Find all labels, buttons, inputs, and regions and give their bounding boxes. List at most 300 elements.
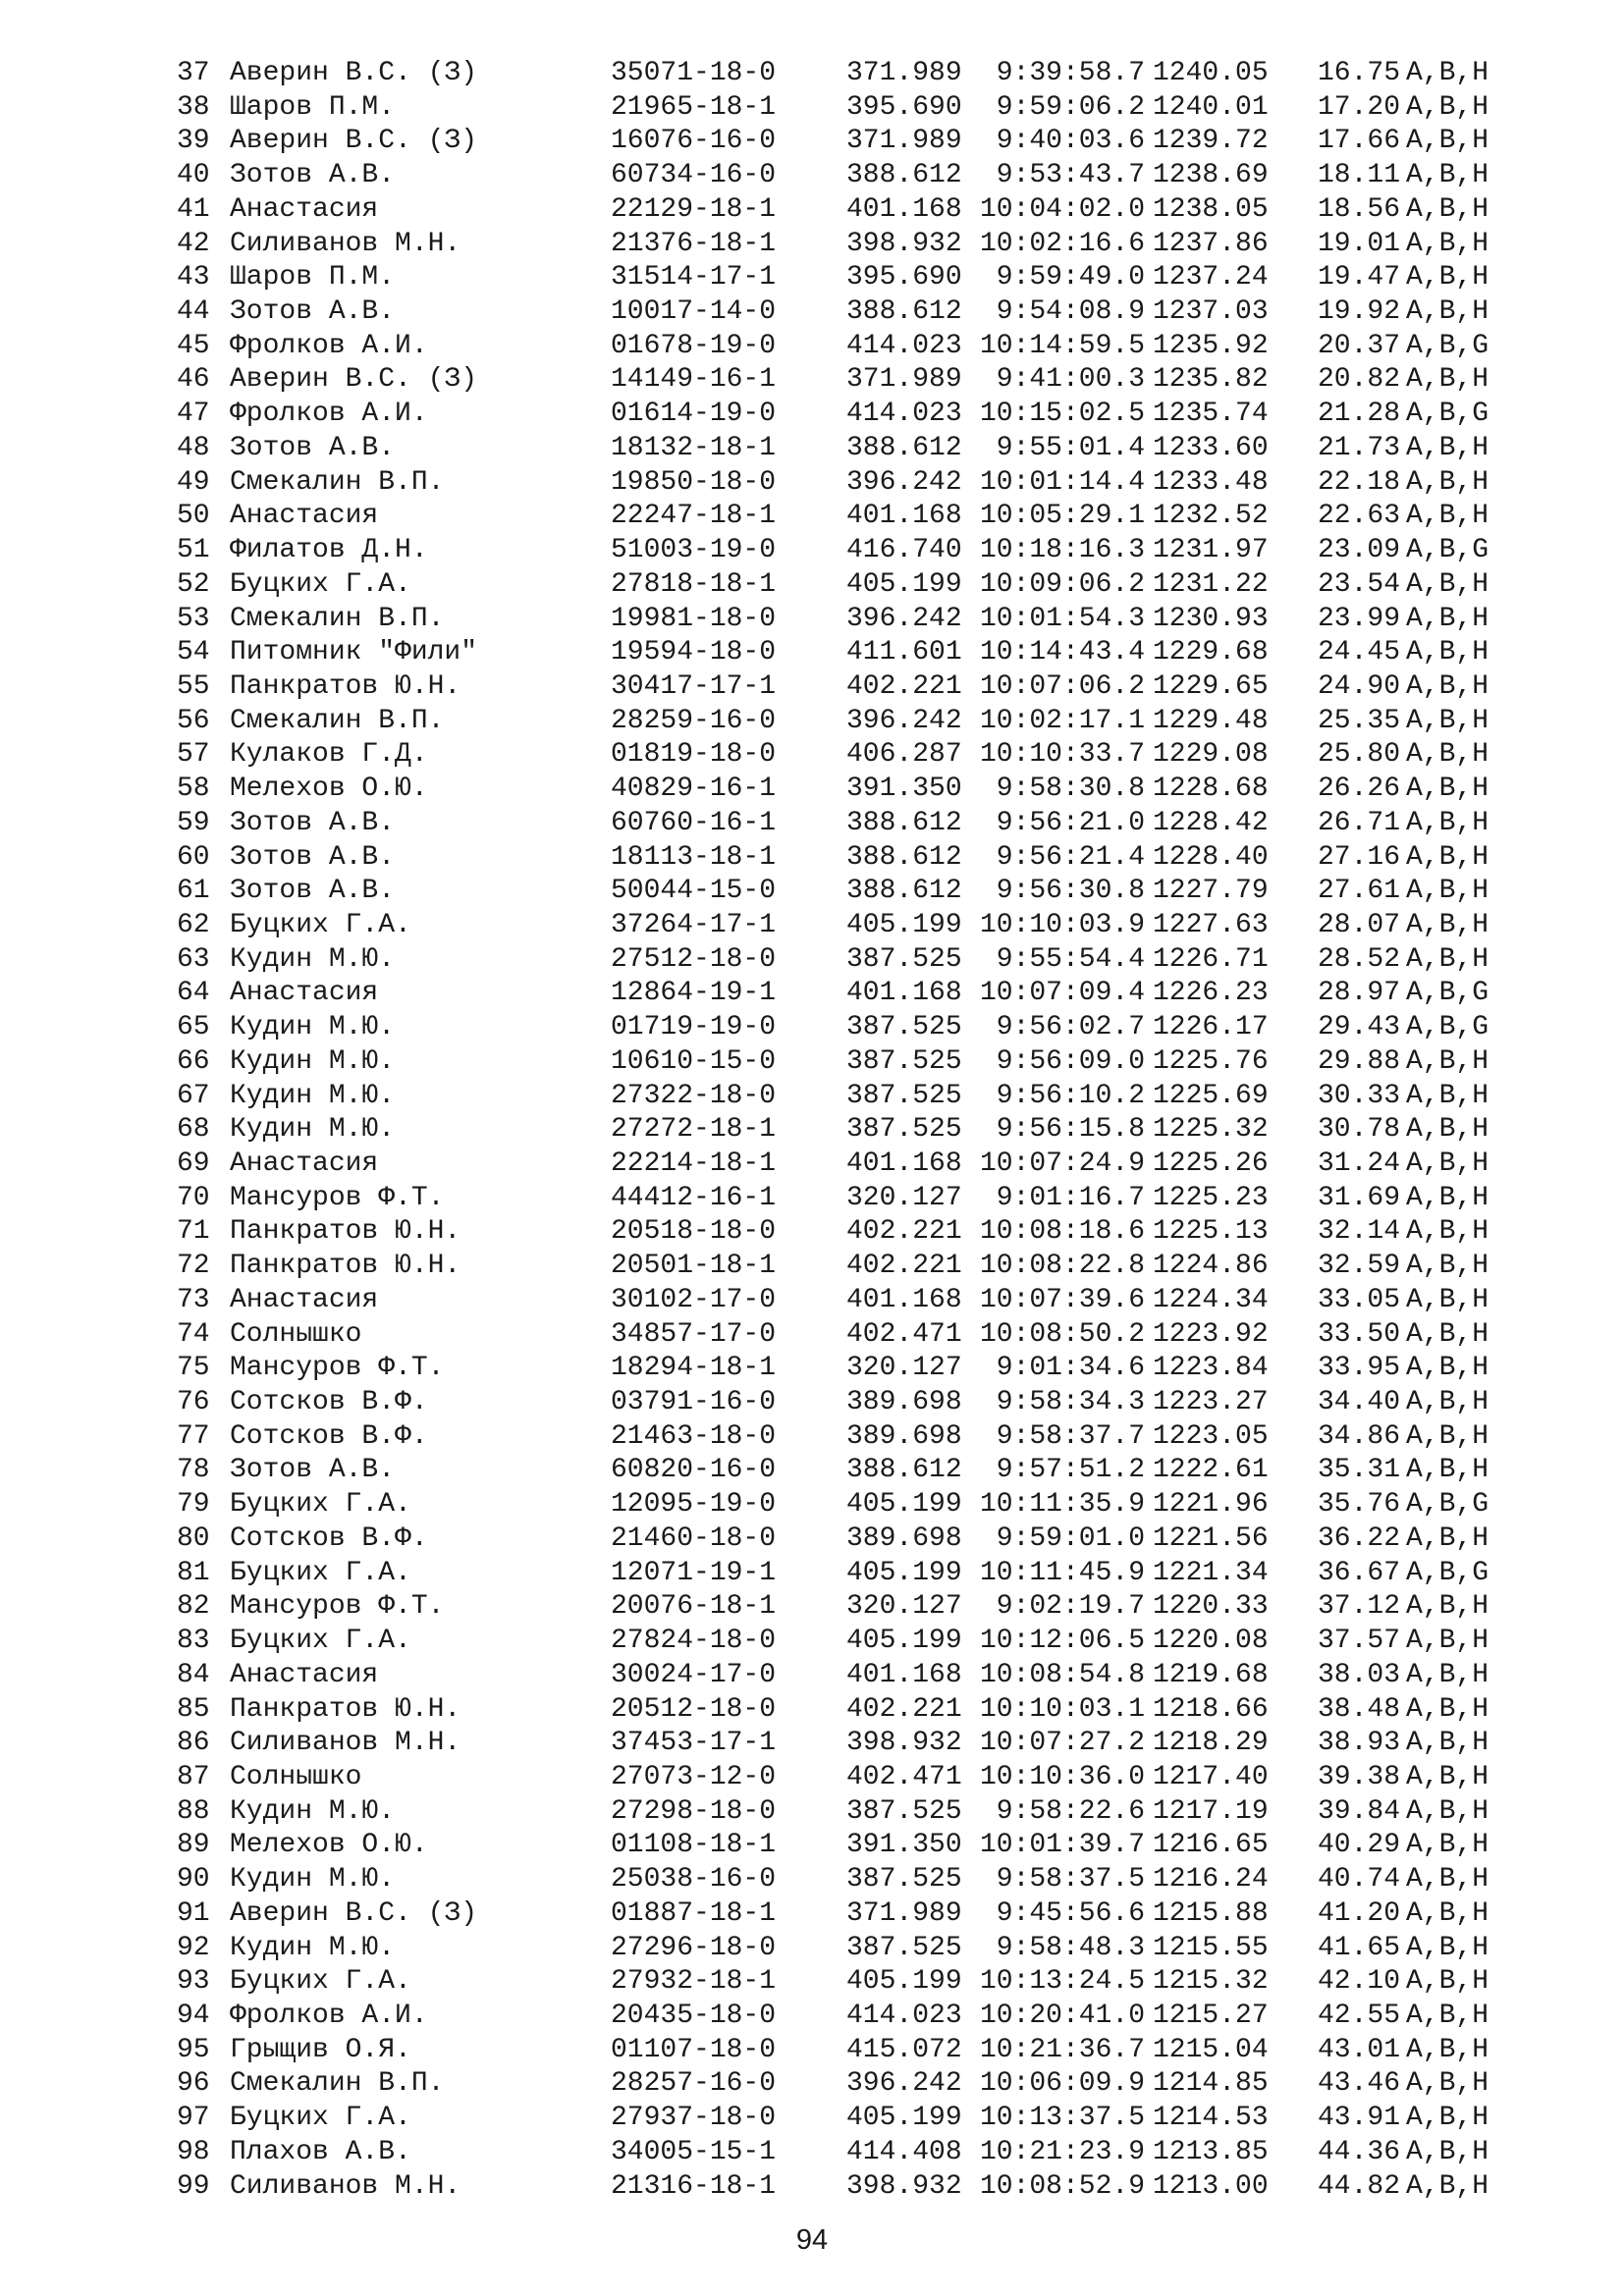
- table-row: [177, 2000, 1534, 2034]
- owner-name-cell: Панкратов Ю.Н.: [230, 1251, 461, 1282]
- distance-cell: 405.199: [846, 568, 962, 600]
- table-row: [177, 1080, 1534, 1114]
- points-cell: 24.90: [1318, 670, 1401, 702]
- category-cell: A,B,G: [1406, 1557, 1489, 1588]
- ring-number-cell: 21376-18-1: [611, 228, 777, 259]
- table-row: [177, 1625, 1534, 1659]
- arrival-time-cell: 9:40:03.6: [996, 126, 1145, 157]
- points-cell: 24.45: [1318, 637, 1401, 668]
- distance-cell: 396.242: [846, 2068, 962, 2100]
- points-cell: 38.93: [1318, 1728, 1401, 1759]
- table-row: [177, 1250, 1534, 1284]
- arrival-time-cell: 10:21:23.9: [979, 2136, 1145, 2167]
- category-cell: A,B,H: [1406, 603, 1489, 634]
- category-cell: A,B,H: [1406, 705, 1489, 736]
- category-cell: A,B,H: [1406, 876, 1489, 907]
- speed-cell: 1213.85: [1153, 2136, 1269, 2167]
- category-cell: A,B,H: [1406, 126, 1489, 157]
- owner-name-cell: Буцких Г.А.: [230, 1489, 411, 1521]
- arrival-time-cell: 9:56:21.0: [996, 807, 1145, 838]
- points-cell: 31.69: [1318, 1182, 1401, 1213]
- place-number-cell: 89: [177, 1830, 210, 1861]
- points-cell: 28.07: [1318, 909, 1401, 940]
- ring-number-cell: 22129-18-1: [611, 193, 777, 225]
- category-cell: A,B,G: [1406, 1012, 1489, 1043]
- arrival-time-cell: 10:01:14.4: [979, 466, 1145, 498]
- distance-cell: 401.168: [846, 1284, 962, 1315]
- owner-name-cell: Кудин М.Ю.: [230, 1932, 396, 1963]
- points-cell: 42.55: [1318, 2000, 1401, 2031]
- speed-cell: 1235.74: [1153, 399, 1269, 430]
- ring-number-cell: 37264-17-1: [611, 909, 777, 940]
- table-row: [177, 568, 1534, 603]
- points-cell: 43.01: [1318, 2034, 1401, 2065]
- speed-cell: 1231.22: [1153, 568, 1269, 600]
- category-cell: A,B,H: [1406, 774, 1489, 805]
- ring-number-cell: 01887-18-1: [611, 1897, 777, 1929]
- arrival-time-cell: 10:11:45.9: [979, 1557, 1145, 1588]
- arrival-time-cell: 9:58:37.5: [996, 1864, 1145, 1896]
- ring-number-cell: 27932-18-1: [611, 1966, 777, 1998]
- table-row: [177, 330, 1534, 364]
- speed-cell: 1230.93: [1153, 603, 1269, 634]
- place-number-cell: 48: [177, 432, 210, 463]
- page-number: 94: [795, 2224, 829, 2256]
- ring-number-cell: 27272-18-1: [611, 1114, 777, 1146]
- table-row: [177, 2102, 1534, 2136]
- ring-number-cell: 10610-15-0: [611, 1045, 777, 1077]
- speed-cell: 1219.68: [1153, 1659, 1269, 1690]
- table-row: [177, 1420, 1534, 1455]
- distance-cell: 371.989: [846, 126, 962, 157]
- speed-cell: 1238.05: [1153, 193, 1269, 225]
- ring-number-cell: 20518-18-0: [611, 1216, 777, 1248]
- place-number-cell: 68: [177, 1114, 210, 1146]
- points-cell: 28.97: [1318, 978, 1401, 1009]
- arrival-time-cell: 10:02:17.1: [979, 705, 1145, 736]
- table-row: [177, 125, 1534, 159]
- table-row: [177, 603, 1534, 637]
- table-row: [177, 1795, 1534, 1830]
- table-row: [177, 432, 1534, 466]
- ring-number-cell: 12095-19-0: [611, 1489, 777, 1521]
- points-cell: 16.75: [1318, 58, 1401, 88]
- arrival-time-cell: 10:08:18.6: [979, 1216, 1145, 1248]
- ring-number-cell: 34005-15-1: [611, 2136, 777, 2167]
- table-row: [177, 363, 1534, 398]
- category-cell: A,B,H: [1406, 296, 1489, 328]
- category-cell: A,B,G: [1406, 399, 1489, 430]
- arrival-time-cell: 9:56:15.8: [996, 1114, 1145, 1146]
- arrival-time-cell: 9:55:54.4: [996, 943, 1145, 975]
- points-cell: 39.38: [1318, 1761, 1401, 1792]
- ring-number-cell: 27937-18-0: [611, 2103, 777, 2134]
- ring-number-cell: 27296-18-0: [611, 1932, 777, 1963]
- points-cell: 38.48: [1318, 1693, 1401, 1725]
- owner-name-cell: Мелехов О.Ю.: [230, 1830, 428, 1861]
- place-number-cell: 53: [177, 603, 210, 634]
- distance-cell: 416.740: [846, 535, 962, 566]
- distance-cell: 320.127: [846, 1182, 962, 1213]
- speed-cell: 1231.97: [1153, 535, 1269, 566]
- ring-number-cell: 40829-16-1: [611, 774, 777, 805]
- ring-number-cell: 10017-14-0: [611, 296, 777, 328]
- speed-cell: 1228.68: [1153, 774, 1269, 805]
- place-number-cell: 81: [177, 1557, 210, 1588]
- points-cell: 19.01: [1318, 228, 1401, 259]
- ring-number-cell: 21965-18-1: [611, 91, 777, 123]
- ring-number-cell: 27073-12-0: [611, 1761, 777, 1792]
- arrival-time-cell: 10:12:06.5: [979, 1626, 1145, 1657]
- table-row: [177, 636, 1534, 670]
- speed-cell: 1238.69: [1153, 160, 1269, 191]
- speed-cell: 1239.72: [1153, 126, 1269, 157]
- place-number-cell: 46: [177, 364, 210, 396]
- ring-number-cell: 60734-16-0: [611, 160, 777, 191]
- owner-name-cell: Мансуров Ф.Т.: [230, 1182, 445, 1213]
- points-cell: 41.20: [1318, 1897, 1401, 1929]
- distance-cell: 414.023: [846, 399, 962, 430]
- points-cell: 17.20: [1318, 91, 1401, 123]
- table-row: [177, 1011, 1534, 1045]
- table-row: [177, 1148, 1534, 1182]
- owner-name-cell: Силиванов М.Н.: [230, 1728, 461, 1759]
- points-cell: 30.33: [1318, 1080, 1401, 1111]
- category-cell: A,B,H: [1406, 1626, 1489, 1657]
- table-row: [177, 2170, 1534, 2205]
- speed-cell: 1214.53: [1153, 2103, 1269, 2134]
- place-number-cell: 60: [177, 841, 210, 873]
- ring-number-cell: 30102-17-0: [611, 1284, 777, 1315]
- points-cell: 35.76: [1318, 1489, 1401, 1521]
- table-row: [177, 57, 1534, 91]
- place-number-cell: 82: [177, 1591, 210, 1623]
- speed-cell: 1217.40: [1153, 1761, 1269, 1792]
- ring-number-cell: 19594-18-0: [611, 637, 777, 668]
- points-cell: 33.50: [1318, 1318, 1401, 1350]
- ring-number-cell: 44412-16-1: [611, 1182, 777, 1213]
- owner-name-cell: Буцких Г.А.: [230, 2103, 411, 2134]
- category-cell: A,B,H: [1406, 1387, 1489, 1418]
- speed-cell: 1229.48: [1153, 705, 1269, 736]
- arrival-time-cell: 10:05:29.1: [979, 501, 1145, 532]
- table-row: [177, 1727, 1534, 1761]
- points-cell: 44.36: [1318, 2136, 1401, 2167]
- place-number-cell: 44: [177, 296, 210, 328]
- speed-cell: 1225.69: [1153, 1080, 1269, 1111]
- ring-number-cell: 27818-18-1: [611, 568, 777, 600]
- place-number-cell: 38: [177, 91, 210, 123]
- category-cell: A,B,H: [1406, 2034, 1489, 2065]
- place-number-cell: 94: [177, 2000, 210, 2031]
- speed-cell: 1223.05: [1153, 1420, 1269, 1452]
- table-row: [177, 1454, 1534, 1488]
- owner-name-cell: Кудин М.Ю.: [230, 1012, 396, 1043]
- distance-cell: 402.221: [846, 1216, 962, 1248]
- place-number-cell: 98: [177, 2136, 210, 2167]
- speed-cell: 1222.61: [1153, 1455, 1269, 1486]
- place-number-cell: 42: [177, 228, 210, 259]
- owner-name-cell: Зотов А.В.: [230, 841, 396, 873]
- distance-cell: 414.023: [846, 2000, 962, 2031]
- category-cell: A,B,H: [1406, 2136, 1489, 2167]
- points-cell: 25.35: [1318, 705, 1401, 736]
- category-cell: A,B,H: [1406, 1284, 1489, 1315]
- arrival-time-cell: 10:18:16.3: [979, 535, 1145, 566]
- place-number-cell: 41: [177, 193, 210, 225]
- speed-cell: 1235.92: [1153, 330, 1269, 361]
- speed-cell: 1237.03: [1153, 296, 1269, 328]
- table-row: [177, 295, 1534, 330]
- arrival-time-cell: 10:06:09.9: [979, 2068, 1145, 2100]
- points-cell: 27.61: [1318, 876, 1401, 907]
- arrival-time-cell: 9:58:34.3: [996, 1387, 1145, 1418]
- table-row: [177, 1761, 1534, 1795]
- points-cell: 18.56: [1318, 193, 1401, 225]
- place-number-cell: 45: [177, 330, 210, 361]
- table-row: [177, 875, 1534, 909]
- ring-number-cell: 60820-16-0: [611, 1455, 777, 1486]
- owner-name-cell: Шаров П.М.: [230, 262, 396, 294]
- distance-cell: 387.525: [846, 1795, 962, 1827]
- arrival-time-cell: 9:01:16.7: [996, 1182, 1145, 1213]
- category-cell: A,B,H: [1406, 1761, 1489, 1792]
- place-number-cell: 39: [177, 126, 210, 157]
- owner-name-cell: Буцких Г.А.: [230, 1966, 411, 1998]
- speed-cell: 1215.55: [1153, 1932, 1269, 1963]
- speed-cell: 1229.65: [1153, 670, 1269, 702]
- owner-name-cell: Солнышко: [230, 1318, 362, 1350]
- distance-cell: 405.199: [846, 1489, 962, 1521]
- category-cell: A,B,H: [1406, 1148, 1489, 1179]
- place-number-cell: 37: [177, 58, 210, 88]
- place-number-cell: 76: [177, 1387, 210, 1418]
- distance-cell: 401.168: [846, 1148, 962, 1179]
- table-row: [177, 1863, 1534, 1897]
- category-cell: A,B,H: [1406, 58, 1489, 88]
- distance-cell: 405.199: [846, 1626, 962, 1657]
- distance-cell: 405.199: [846, 2103, 962, 2134]
- place-number-cell: 55: [177, 670, 210, 702]
- points-cell: 25.80: [1318, 739, 1401, 771]
- category-cell: A,B,H: [1406, 568, 1489, 600]
- points-cell: 40.74: [1318, 1864, 1401, 1896]
- ring-number-cell: 31514-17-1: [611, 262, 777, 294]
- arrival-time-cell: 10:07:24.9: [979, 1148, 1145, 1179]
- arrival-time-cell: 9:59:06.2: [996, 91, 1145, 123]
- arrival-time-cell: 9:57:51.2: [996, 1455, 1145, 1486]
- arrival-time-cell: 10:14:59.5: [979, 330, 1145, 361]
- category-cell: A,B,H: [1406, 943, 1489, 975]
- owner-name-cell: Смекалин В.П.: [230, 2068, 445, 2100]
- points-cell: 29.43: [1318, 1012, 1401, 1043]
- distance-cell: 401.168: [846, 978, 962, 1009]
- place-number-cell: 93: [177, 1966, 210, 1998]
- owner-name-cell: Кудин М.Ю.: [230, 1864, 396, 1896]
- place-number-cell: 57: [177, 739, 210, 771]
- table-row: [177, 841, 1534, 876]
- speed-cell: 1225.13: [1153, 1216, 1269, 1248]
- category-cell: A,B,H: [1406, 1420, 1489, 1452]
- owner-name-cell: Филатов Д.Н.: [230, 535, 428, 566]
- owner-name-cell: Сотсков В.Ф.: [230, 1387, 428, 1418]
- table-row: [177, 398, 1534, 432]
- ring-number-cell: 16076-16-0: [611, 126, 777, 157]
- category-cell: A,B,H: [1406, 1114, 1489, 1146]
- arrival-time-cell: 10:15:02.5: [979, 399, 1145, 430]
- place-number-cell: 85: [177, 1693, 210, 1725]
- category-cell: A,B,H: [1406, 807, 1489, 838]
- place-number-cell: 59: [177, 807, 210, 838]
- speed-cell: 1226.71: [1153, 943, 1269, 975]
- table-row: [177, 1522, 1534, 1557]
- table-row: [177, 2067, 1534, 2102]
- points-cell: 36.67: [1318, 1557, 1401, 1588]
- owner-name-cell: Зотов А.В.: [230, 876, 396, 907]
- owner-name-cell: Зотов А.В.: [230, 807, 396, 838]
- owner-name-cell: Кудин М.Ю.: [230, 943, 396, 975]
- place-number-cell: 80: [177, 1522, 210, 1554]
- points-cell: 26.26: [1318, 774, 1401, 805]
- place-number-cell: 73: [177, 1284, 210, 1315]
- speed-cell: 1225.76: [1153, 1045, 1269, 1077]
- points-cell: 23.99: [1318, 603, 1401, 634]
- category-cell: A,B,H: [1406, 2068, 1489, 2100]
- distance-cell: 387.525: [846, 1045, 962, 1077]
- place-number-cell: 75: [177, 1353, 210, 1384]
- place-number-cell: 90: [177, 1864, 210, 1896]
- owner-name-cell: Грыщив О.Я.: [230, 2034, 411, 2065]
- category-cell: A,B,H: [1406, 1897, 1489, 1929]
- speed-cell: 1233.60: [1153, 432, 1269, 463]
- ring-number-cell: 21463-18-0: [611, 1420, 777, 1452]
- points-cell: 35.31: [1318, 1455, 1401, 1486]
- distance-cell: 387.525: [846, 943, 962, 975]
- category-cell: A,B,H: [1406, 1216, 1489, 1248]
- category-cell: A,B,G: [1406, 1489, 1489, 1521]
- points-cell: 44.82: [1318, 2170, 1401, 2202]
- arrival-time-cell: 10:07:39.6: [979, 1284, 1145, 1315]
- points-cell: 17.66: [1318, 126, 1401, 157]
- ring-number-cell: 30024-17-0: [611, 1659, 777, 1690]
- table-row: [177, 738, 1534, 773]
- category-cell: A,B,H: [1406, 2103, 1489, 2134]
- distance-cell: 387.525: [846, 1864, 962, 1896]
- place-number-cell: 62: [177, 909, 210, 940]
- category-cell: A,B,H: [1406, 841, 1489, 873]
- arrival-time-cell: 10:07:09.4: [979, 978, 1145, 1009]
- arrival-time-cell: 9:02:19.7: [996, 1591, 1145, 1623]
- distance-cell: 398.932: [846, 2170, 962, 2202]
- ring-number-cell: 37453-17-1: [611, 1728, 777, 1759]
- speed-cell: 1221.34: [1153, 1557, 1269, 1588]
- speed-cell: 1216.24: [1153, 1864, 1269, 1896]
- distance-cell: 389.698: [846, 1420, 962, 1452]
- category-cell: A,B,H: [1406, 262, 1489, 294]
- category-cell: A,B,H: [1406, 2170, 1489, 2202]
- owner-name-cell: Аверин В.С. (З): [230, 126, 478, 157]
- arrival-time-cell: 10:08:52.9: [979, 2170, 1145, 2202]
- speed-cell: 1214.85: [1153, 2068, 1269, 2100]
- speed-cell: 1215.27: [1153, 2000, 1269, 2031]
- table-row: [177, 1557, 1534, 1591]
- place-number-cell: 74: [177, 1318, 210, 1350]
- owner-name-cell: Зотов А.В.: [230, 296, 396, 328]
- place-number-cell: 72: [177, 1251, 210, 1282]
- owner-name-cell: Аверин В.С. (З): [230, 58, 478, 88]
- place-number-cell: 56: [177, 705, 210, 736]
- arrival-time-cell: 9:58:48.3: [996, 1932, 1145, 1963]
- place-number-cell: 66: [177, 1045, 210, 1077]
- speed-cell: 1228.40: [1153, 841, 1269, 873]
- distance-cell: 387.525: [846, 1932, 962, 1963]
- speed-cell: 1233.48: [1153, 466, 1269, 498]
- distance-cell: 389.698: [846, 1522, 962, 1554]
- table-row: [177, 159, 1534, 193]
- points-cell: 28.52: [1318, 943, 1401, 975]
- distance-cell: 411.601: [846, 637, 962, 668]
- owner-name-cell: Кулаков Г.Д.: [230, 739, 428, 771]
- arrival-time-cell: 10:01:54.3: [979, 603, 1145, 634]
- distance-cell: 398.932: [846, 228, 962, 259]
- ring-number-cell: 27298-18-0: [611, 1795, 777, 1827]
- speed-cell: 1240.01: [1153, 91, 1269, 123]
- points-cell: 20.82: [1318, 364, 1401, 396]
- table-row: [177, 1113, 1534, 1148]
- arrival-time-cell: 9:56:21.4: [996, 841, 1145, 873]
- owner-name-cell: Анастасия: [230, 1659, 379, 1690]
- category-cell: A,B,G: [1406, 535, 1489, 566]
- ring-number-cell: 14149-16-1: [611, 364, 777, 396]
- points-cell: 22.63: [1318, 501, 1401, 532]
- speed-cell: 1218.66: [1153, 1693, 1269, 1725]
- table-row: [177, 1284, 1534, 1318]
- place-number-cell: 88: [177, 1795, 210, 1827]
- category-cell: A,B,H: [1406, 1932, 1489, 1963]
- distance-cell: 414.023: [846, 330, 962, 361]
- owner-name-cell: Панкратов Ю.Н.: [230, 1216, 461, 1248]
- distance-cell: 401.168: [846, 501, 962, 532]
- distance-cell: 371.989: [846, 1897, 962, 1929]
- ring-number-cell: 25038-16-0: [611, 1864, 777, 1896]
- place-number-cell: 69: [177, 1148, 210, 1179]
- points-cell: 42.10: [1318, 1966, 1401, 1998]
- owner-name-cell: Аверин В.С. (З): [230, 1897, 478, 1929]
- arrival-time-cell: 9:56:10.2: [996, 1080, 1145, 1111]
- points-cell: 22.18: [1318, 466, 1401, 498]
- speed-cell: 1220.33: [1153, 1591, 1269, 1623]
- table-row: [177, 1215, 1534, 1250]
- speed-cell: 1225.23: [1153, 1182, 1269, 1213]
- table-row: [177, 1829, 1534, 1863]
- ring-number-cell: 51003-19-0: [611, 535, 777, 566]
- category-cell: A,B,H: [1406, 670, 1489, 702]
- category-cell: A,B,H: [1406, 1591, 1489, 1623]
- speed-cell: 1215.32: [1153, 1966, 1269, 1998]
- ring-number-cell: 20076-18-1: [611, 1591, 777, 1623]
- category-cell: A,B,H: [1406, 1318, 1489, 1350]
- category-cell: A,B,H: [1406, 432, 1489, 463]
- speed-cell: 1228.42: [1153, 807, 1269, 838]
- category-cell: A,B,H: [1406, 1693, 1489, 1725]
- category-cell: A,B,H: [1406, 637, 1489, 668]
- distance-cell: 388.612: [846, 432, 962, 463]
- ring-number-cell: 27824-18-0: [611, 1626, 777, 1657]
- ring-number-cell: 27512-18-0: [611, 943, 777, 975]
- owner-name-cell: Анастасия: [230, 1148, 379, 1179]
- speed-cell: 1232.52: [1153, 501, 1269, 532]
- table-row: [177, 1045, 1534, 1080]
